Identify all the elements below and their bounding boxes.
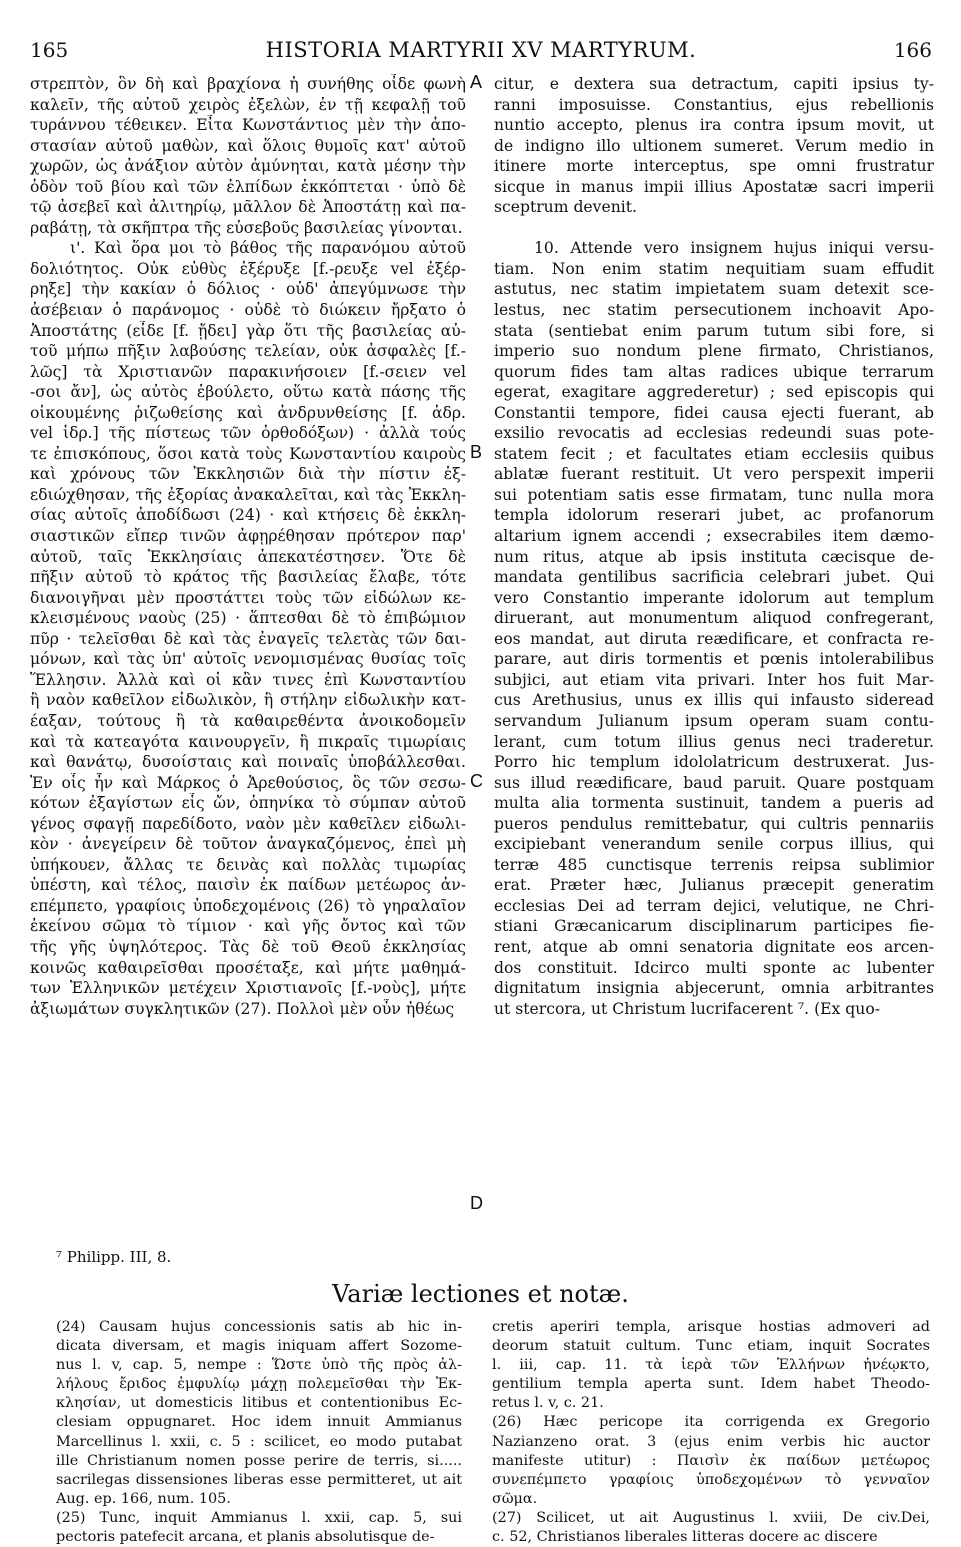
text-line: καὶ τὰ κατεαγότα καινουργεῖν, ἢ πικραῖς τιμωρίαις <box>30 732 466 751</box>
text-line: πῆξιν αὐτοῦ τὸ κράτος τῆς βασιλείας ἔλαβε, τότε <box>30 568 466 587</box>
notes-left-column <box>56 1318 462 1547</box>
text-line: ille Christianum nomen posse perire de terris, si..... <box>56 1452 462 1469</box>
greek-column <box>30 74 466 1019</box>
text-line: τε ἐπισκόπους, ὅσοι κατὰ τοὺς Κωνσταντίου καιροὺς <box>30 444 466 463</box>
text-line: γένος σφαγῇ παρεδίδοτο, ναὸν μὲν καθεῖλεν εἰδωλι- <box>30 814 466 833</box>
text-line: τοῦ μήπω πῆξιν λαβούσης τελείαν, οὐκ ἀσφαλὲς [f.- <box>30 342 466 361</box>
text-line: ρηξε] τὴν κακίαν ὁ δόλιος · οὐδ' ἀπεγύμνωσε τὴν <box>30 280 466 299</box>
text-line: lerant, cum totum illius genus neci traderetur. <box>494 732 934 751</box>
text-line: κλεισμένους ναοὺς (25) · ἅπτεσθαι δὲ τὸ ἐπιβώμιον <box>30 609 466 628</box>
text-line: εδιώχθησαν, τῆς ἐξορίας ἀνακαλεῖται, καὶ τὰς Ἐκκλη- <box>30 485 466 504</box>
text-line: vero Constantio imperante idolorum aut templum <box>494 588 934 607</box>
text-line: multa alia tormenta sustinuit, tandem a pueris ad <box>494 794 934 813</box>
text-line: sceptrum devenit. <box>494 198 637 217</box>
footnote: ⁷ Philipp. III, 8. <box>56 1248 172 1266</box>
text-line: κότων ἐξαγίστων εἷς ὤν, ὁπηνίκα τὸ σύμπαν αὐτοῦ <box>30 794 466 813</box>
text-line: οἰκουμένης ῥιζωθείσης καὶ ἀνδρυνθείσης [f. ἁδρ. <box>30 403 466 422</box>
text-line: Ἕλλησιν. Ἀλλὰ καὶ οἱ κἂν τινες ἐπὶ Κωνσταντίου <box>30 670 466 689</box>
text-line: ἀξιωμάτων συγκλητικῶν (27). Πολλοὶ μὲν οὖν ἠθέως <box>30 999 455 1018</box>
text-line: pueros pendulus remittebatur, qui cultris pennariis <box>494 814 934 833</box>
text-line: itinere morte interceptus, spe omni frustratur <box>494 157 934 176</box>
margin-mark-b: B <box>470 442 483 462</box>
variae-lectiones-title: Variæ lectiones et notæ. <box>332 1280 629 1308</box>
text-line: χωρῶν, ὡς ἀνάξιον αὐτὸν ἀμύνηται, κατὰ μέσην τὴν <box>30 157 466 176</box>
text-line: ἢ ναὸν καθεῖλον εἰδωλικὸν, ἢ στήλην εἰδωλικὴν κατ- <box>30 691 466 710</box>
text-line: manifeste utitur) : Παισὶν ἐκ παίδων μετέωρος <box>492 1452 930 1469</box>
text-line: ut stercora, ut Christum lucrifacerent ⁷. (Ex quo- <box>494 999 880 1018</box>
text-line: σῶμα. <box>492 1490 538 1507</box>
text-line: terræ 485 cunctisque terrenis reipsa sublimior <box>494 855 934 874</box>
text-line: των Ἑλληνικῶν μετέχειν Χριστιανοῖς [f.-νοὺς], μήτε <box>30 979 466 998</box>
text-line: retus l. v, c. 21. <box>492 1395 604 1412</box>
text-line: exsilio revocatis ad ecclesias redeundi suas pote- <box>494 424 934 443</box>
text-line: ὁδὸν τοῦ βίου καὶ τῶν ἐλπίδων ἐκκόπτεται · ὑπὸ δὲ <box>30 177 466 196</box>
text-line: στασίαν αὐτοῦ μαθὼν, καὶ ὅλοις θυμοῖς κατ' αὐτοῦ <box>30 136 466 155</box>
text-line: sus illud reædificare, baud paruit. Quare postquam <box>494 773 934 792</box>
text-line: pectoris patefecit arcana, et planis absolutisque de- <box>56 1529 435 1546</box>
text-line: ἐκείνου σῶμα τὸ τίμιον · καὶ γῆς ὄντος καὶ τῶν <box>30 917 466 936</box>
text-line: αὐτοῦ, ταῖς Ἐκκλησίαις ἀπεκατέστησεν. Ὅτε δὲ <box>30 547 466 566</box>
text-line: 10. Attende vero insignem hujus iniqui versu- <box>534 239 934 258</box>
text-line: erat. Præter hæc, Julianus præcepit generatim <box>494 876 934 895</box>
notes-right-column <box>492 1318 930 1547</box>
margin-mark-c: C <box>470 771 483 791</box>
text-line: dicata diversam, et magis iniquam affert Sozome- <box>56 1338 462 1355</box>
text-line: (26) Hæc pericope ita corrigenda ex Gregorio <box>492 1414 930 1431</box>
text-line: καὶ χρόνους τῶν Ἐκκλησιῶν διὰ τὴν πίστιν ἐξ- <box>30 465 466 484</box>
text-line: (25) Tunc, inquit Ammianus l. xxii, cap. 5, sui <box>56 1509 462 1526</box>
text-line: cus Arethusius, unus ex illis qui infausto sideread <box>494 691 934 710</box>
text-line: nuntio accepto, plenus ira contra ipsum movit, ut <box>494 116 934 135</box>
text-line: cretis aperiri templa, arisque hostias admoveri ad <box>492 1319 930 1335</box>
text-line: excipiebant venerandum senile corpus illius, qui <box>494 835 934 854</box>
text-line: dignitatum insignia abjecerunt, omnia arbitrantes <box>494 979 934 998</box>
text-line: ι'. Καὶ ὅρα μοι τὸ βάθος τῆς παρανόμου αὐτοῦ <box>70 239 466 258</box>
text-line: σίας αὐτοῖς ἀποδίδωσι (24) · καὶ κτήσεις δὲ ἐκκλη- <box>30 506 466 525</box>
text-line: λῶς] τὰ Χριστιανῶν παρακινήσοιεν [f.-σειεν vel <box>30 362 466 381</box>
text-line: l. iii, cap. 11. τὰ ἱερὰ τῶν Ἑλλήνων ἠνέῳκτο, <box>492 1357 930 1374</box>
text-line: τυράννου τέθεικεν. Εἶτα Κωνστάντιος μὲν τὴν ἀπο- <box>30 116 466 135</box>
text-line <box>494 218 934 239</box>
text-line: sacrilegas dissensiones liberas esse permitteret, ut ait <box>56 1471 462 1488</box>
text-line: dos constituit. Idcirco multi sponte ac lubenter <box>494 958 934 977</box>
text-line: Marcellinus l. xxii, c. 5 : scilicet, eo modo putabat <box>56 1433 462 1450</box>
text-line: deorum statuit cultum. Tunc etiam, inquit Socrates <box>492 1338 930 1355</box>
text-line: καὶ θανάτῳ, δυσοίσταις καὶ ποιναῖς ὑποβάλλεσθαι. <box>30 753 466 772</box>
running-header <box>30 38 932 64</box>
text-line: έαξαν, τούτους ἢ τὰ καθαιρεθέντα ἀνοικοδομεῖν <box>30 711 466 730</box>
text-line: Constantii tempore, fidei causa ejecti fuerant, ab <box>494 403 934 422</box>
text-line: στρεπτὸν, ὃν δὴ καὶ βραχίονα ἡ συνήθης οἶδε φωνὴ <box>30 75 466 93</box>
text-line: imperio suo nondum plene firmato, Christianos, <box>494 342 934 361</box>
text-line: egerat, exagitare aggrederetur) ; sed episcopis qui <box>494 383 934 402</box>
text-line: tiam. Non enim statim nequitiam suam effudit <box>494 259 934 278</box>
text-line: ἀσέβειαν ὁ παράνομος · οὐδὲ τὸ διώκειν ἤρξατο ὁ <box>30 301 466 320</box>
text-line: vel ἱδρ.] τῆς πίστεως τῶν ὀρθοδόξων) · ἀλλὰ τούς <box>30 424 466 443</box>
text-line: δολιότητος. Οὐκ εὐθὺς ἐξέρυξε [f.-ρευξε vel ἐξέρ- <box>30 259 466 278</box>
text-line: σιαστικῶν εἴπερ τινῶν ἀφῃρέθησαν πρότερον παρ' <box>30 527 466 546</box>
text-line: stata (sentiebat enim parum tutum sibi fore, si <box>494 321 934 340</box>
text-line: subjici, aut etiam vita privari. Inter hos fuit Mar- <box>494 670 934 689</box>
text-line: num ritus, atque ab ipsis instituta cæcisque de- <box>494 547 934 566</box>
text-line: Porro hic templum idololatricum destruxerat. Jus- <box>494 753 934 772</box>
text-line: κοινῶς καθαιρεῖσθαι προσέταξε, καὶ μήτε μαθημά- <box>30 958 466 977</box>
text-line: de indigno illo ultionem sumeret. Verum medio in <box>494 136 934 155</box>
text-line: ecclesias Dei ad terram dejici, velutique, ne Chri- <box>494 896 934 915</box>
text-line: citur, e dextera sua detractum, capiti ipsius ty- <box>494 75 934 93</box>
text-line: mandata gentilibus sacrificia celebrari jubet. Qui <box>494 568 934 587</box>
text-line: επέμπετο, γραφίοις ὑποδεχομένοις (26) τὸ γηραλαῖον <box>30 896 466 915</box>
text-line: servandum Julianum ipsum operam suam contu- <box>494 711 934 730</box>
text-line: clesiam oppugnaret. Hoc idem innuit Ammianus <box>56 1414 462 1431</box>
text-line: κλησίαν, ut domesticis litibus et contentionibus Ec- <box>56 1395 462 1412</box>
text-line: μόνων, καὶ τὰς ὑπ' αὐτοῖς νενομισμένας θυσίας τοῖς <box>30 650 466 669</box>
text-line: (24) Causam hujus concessionis satis ab hic in- <box>56 1319 462 1335</box>
text-line: πῦρ · τελεῖσθαι δὲ καὶ τὰς ἐναγεῖς τελετὰς τῶν δαι- <box>30 629 466 648</box>
text-line: lestus, nec statim persecutionem inchoavit Apo- <box>494 301 934 320</box>
margin-mark-d: D <box>470 1193 483 1213</box>
text-line: διανοιγῆναι μὲν προστάττει τοὺς τῶν εἰδώλων κε- <box>30 588 466 607</box>
text-line: ranni imposuisse. Constantius, ejus rebellionis <box>494 95 934 114</box>
text-line: ραβάτῃ, τὰ σκῆπτρα τῆς εὐσεβοῦς βασιλείας γίνονται. <box>30 218 463 237</box>
margin-mark-a: A <box>470 72 483 92</box>
text-line: Ἀποστάτης (εἶδε [f. ᾔδει] γὰρ ὅτι τῆς βασιλείας αὐ- <box>30 321 466 340</box>
text-line: gentilium templa aperta sunt. Idem habet Theodo- <box>492 1376 930 1393</box>
text-line: nus l. v, cap. 5, nempe : Ὥστε ὑπὸ τῆς πρὸς ἀλ- <box>56 1357 462 1374</box>
text-line: statem fecit ; et facultates etiam ecclesiis quibus <box>494 444 934 463</box>
text-line: Aug. ep. 166, num. 105. <box>56 1490 231 1507</box>
text-line: rent, atque ab omni senatoria dignitate eos arcen- <box>494 937 934 956</box>
latin-column <box>494 74 934 1019</box>
text-line: altarium ignem accendi ; exsecrabiles item dæmo- <box>494 527 934 546</box>
text-line: sicque in manus impii illius Apostatæ sacri imperii <box>494 177 934 196</box>
text-line: -σοι ἄν], ὡς αὐτὸς ἐβούλετο, οὕτω κατὰ πάσης τῆς <box>30 383 466 402</box>
text-line: templa idolorum reserari jubet, ac profanorum <box>494 506 934 525</box>
text-line: ὑπέστη, καὶ τέλος, παισὶν ἐκ παίδων μετέωρος ἀν- <box>30 876 466 895</box>
text-line: c. 52, Christianos liberales litteras docere ac discere <box>492 1529 878 1546</box>
text-line: parare, aut diris tormentis et pœnis intolerabilibus <box>494 650 934 669</box>
page-number-right: 166 <box>893 38 932 62</box>
text-line: συνεπέμπετο γραφίοις ὑποδεχομένων τὸ γενναῖον <box>492 1471 930 1488</box>
text-line: Ἐν οἷς ἦν καὶ Μάρκος ὁ Ἀρεθούσιος, ὃς τῶν σεσω- <box>30 773 466 792</box>
running-title: HISTORIA MARTYRII XV MARTYRUM. <box>265 38 697 62</box>
text-line: eos mandat, aut diruta reædificare, et confracta re- <box>494 629 934 648</box>
text-line: diruerant, aut monumentum aliquod confregerant, <box>494 609 934 628</box>
text-line: καλεῖν, τῆς αὐτοῦ χειρὸς ἐξελὼν, ἐν τῇ κεφαλῇ τοῦ <box>30 95 466 114</box>
text-line: astutus, nec statim impietatem suam detexit sce- <box>494 280 934 299</box>
text-line: τῷ ἀσεβεῖ καὶ ἀλιτηρίῳ, μᾶλλον δὲ Ἀποστάτῃ καὶ πα- <box>30 198 466 217</box>
text-line: (27) Scilicet, ut ait Augustinus l. xviii, De civ.Dei, <box>492 1509 930 1526</box>
text-line: τῆς γῆς ὑψηλότερος. Τὰς δὲ τοῦ Θεοῦ ἐκκλησίας <box>30 937 466 956</box>
text-line: κὸν · ἀνεγείρειν δὲ τοῦτον ἀναγκαζόμενος, ἐπεὶ μὴ <box>30 835 466 854</box>
text-line: quorum fides tam altas radices ubique terrarum <box>494 362 934 381</box>
text-line: stiani Græcanicarum disciplinarum participes fie- <box>494 917 934 936</box>
text-line: Nazianzeno orat. 3 (ejus enim verbis hic auctor <box>492 1433 930 1450</box>
text-line: ὑπήκουεν, ἄλλας τε δεινὰς καὶ πολλὰς τιμωρίας <box>30 855 466 874</box>
page-number-left: 165 <box>30 38 69 62</box>
text-line: λήλους ἔριδος ἐμφυλίῳ μάχῃ πολεμεῖσθαι τὴν Ἐκ- <box>56 1376 462 1393</box>
text-line: ablatæ fuerant restituit. Ut vero perspexit imperii <box>494 465 934 484</box>
text-line: sui potentiam satis esse firmatam, tunc nulla mora <box>494 485 934 504</box>
